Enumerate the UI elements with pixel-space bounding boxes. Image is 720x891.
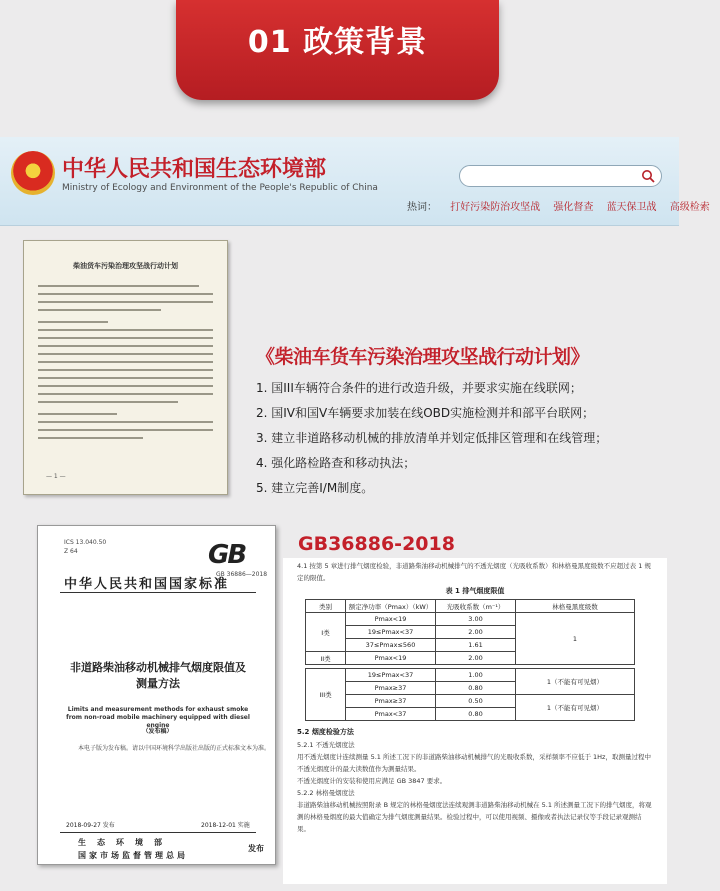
table-row: 19≤Pmax<37 2.00 bbox=[306, 626, 635, 639]
table-row: Pmax≥37 0.50 1（不能有可见烟） bbox=[306, 695, 635, 708]
standard-number: GB 36886—2018 bbox=[216, 571, 268, 578]
ministry-name-en: Ministry of Ecology and Environment of the People's Republic of China bbox=[62, 183, 378, 193]
hot-words-label: 热词： bbox=[407, 202, 437, 213]
ics-code: ICS 13.040.50 Z 64 bbox=[64, 539, 107, 555]
plan-thumb-page: — 1 — bbox=[46, 473, 66, 480]
section-5-2-2: 5.2.2 林格曼烟度法 bbox=[297, 789, 355, 797]
plan-measure-list bbox=[256, 376, 607, 501]
banner-title: 01 政策背景 bbox=[247, 25, 428, 60]
list-item: 2. 国IV和国V车辆要求加装在线OBD实施检测并和部平台联网； bbox=[256, 406, 595, 420]
hot-link-inspection[interactable]: 强化督查 bbox=[553, 202, 594, 213]
standard-cover bbox=[37, 525, 276, 865]
paragraph: 非道路柴油移动机械按照附录 B 规定的林格曼烟度法连续观测非道路柴油移动机械在 5.1 所述测量工况下的排气烟度，将观测的林格曼烟度的最大值确定为排气烟度测量结果。检验过程中，可以使用视频、摄像或者执法记录仪等手段记录观测结果。 bbox=[297, 801, 652, 833]
list-item: 5. 建立完善I/M制度。 bbox=[256, 481, 374, 495]
clause-4-1: 4.1 按第 5 章进行排气烟度检验，非道路柴油移动机械排气的不透光烟度（光吸收系数）和林格曼黑度级数不应超过表 1 规定的限值。 bbox=[297, 562, 651, 582]
draft-label: （发布稿） bbox=[142, 728, 173, 735]
plan-title: 《柴油车货车污染治理攻坚战行动计划》 bbox=[256, 346, 590, 368]
table-row: I类 Pmax<19 3.00 1 bbox=[306, 613, 635, 626]
implementation-date: 2018-12-01 实施 bbox=[201, 822, 250, 829]
paragraph: 不透光烟度计的安装和使用应满足 GB 3847 要求。 bbox=[297, 777, 447, 785]
publisher-1: 生态环境部 bbox=[78, 838, 173, 847]
standard-name: 非道路柴油移动机械排气烟度限值及测量方法 bbox=[70, 661, 246, 690]
title-banner bbox=[176, 0, 499, 100]
national-standard-label: 中华人民共和国国家标准 bbox=[64, 577, 230, 592]
list-item: 4. 强化路检路查和移动执法； bbox=[256, 456, 416, 470]
paragraph: 用不透光烟度计连续测量 5.1 所述工况下的非道路柴油移动机械排气的光吸收系数，采样频率不应低于 1Hz，取测量过程中不透光烟度计的最大读数值作为测量结果。 bbox=[297, 753, 651, 773]
table-row: II类 Pmax<19 2.00 bbox=[306, 652, 635, 665]
hot-link-advanced-search[interactable]: 高级检索 bbox=[669, 202, 710, 213]
ministry-header bbox=[0, 137, 710, 226]
table-title: 表 1 排气烟度限值 bbox=[445, 587, 505, 595]
search-icon[interactable] bbox=[641, 169, 655, 183]
smoke-limit-table bbox=[305, 599, 635, 721]
gb-logo: GB bbox=[208, 540, 246, 570]
publish-label: 发布 bbox=[248, 844, 264, 853]
table-header-row: 类别 额定净功率（Pmax）（kW） 光吸收系数（m⁻¹） 林格曼黑度级数 bbox=[306, 600, 635, 613]
ministry-name-cn: 中华人民共和国生态环境部 bbox=[62, 157, 327, 182]
standard-code-title: GB36886-2018 bbox=[298, 533, 455, 555]
table-row: 37≤Pmax≤560 1.61 bbox=[306, 639, 635, 652]
table-row: Pmax≥37 0.80 bbox=[306, 682, 635, 695]
section-5-2-1: 5.2.1 不透光烟度法 bbox=[297, 741, 355, 749]
table-row: Pmax<37 0.80 bbox=[306, 708, 635, 721]
edition-note: 本电子版为发布稿。请以中国环境科学出版社出版的正式标准文本为准。 bbox=[78, 745, 271, 752]
section-5-2: 5.2 烟度检验方法 bbox=[297, 728, 354, 736]
list-item: 3. 建立非道路移动机械的排放清单并划定低排区管理和在线管理； bbox=[256, 431, 608, 445]
plan-thumb-title: 柴油货车污染治理攻坚战行动计划 bbox=[73, 262, 178, 270]
issue-date: 2018-09-27 发布 bbox=[66, 822, 115, 829]
search-input[interactable] bbox=[459, 165, 662, 187]
plan-document-thumbnail bbox=[23, 240, 228, 495]
hot-link-pollution[interactable]: 打好污染防治攻坚战 bbox=[450, 202, 541, 213]
standard-name-en: Limits and measurement methods for exhaust smoke from non-road mobile machinery equipped with diesel engine bbox=[66, 706, 250, 729]
divider bbox=[60, 832, 256, 833]
table-row: III类 19≤Pmax<37 1.00 1（不能有可见烟） bbox=[306, 669, 635, 682]
hot-words-bar bbox=[407, 198, 720, 213]
standard-page bbox=[283, 558, 667, 884]
list-item: 1. 国III车辆符合条件的进行改造升级，并要求实施在线联网； bbox=[256, 381, 582, 395]
national-emblem-icon bbox=[11, 151, 55, 195]
publisher-2: 国家市场监督管理总局 bbox=[78, 851, 188, 860]
divider bbox=[60, 592, 256, 593]
hot-link-blue-sky[interactable]: 蓝天保卫战 bbox=[606, 202, 657, 213]
